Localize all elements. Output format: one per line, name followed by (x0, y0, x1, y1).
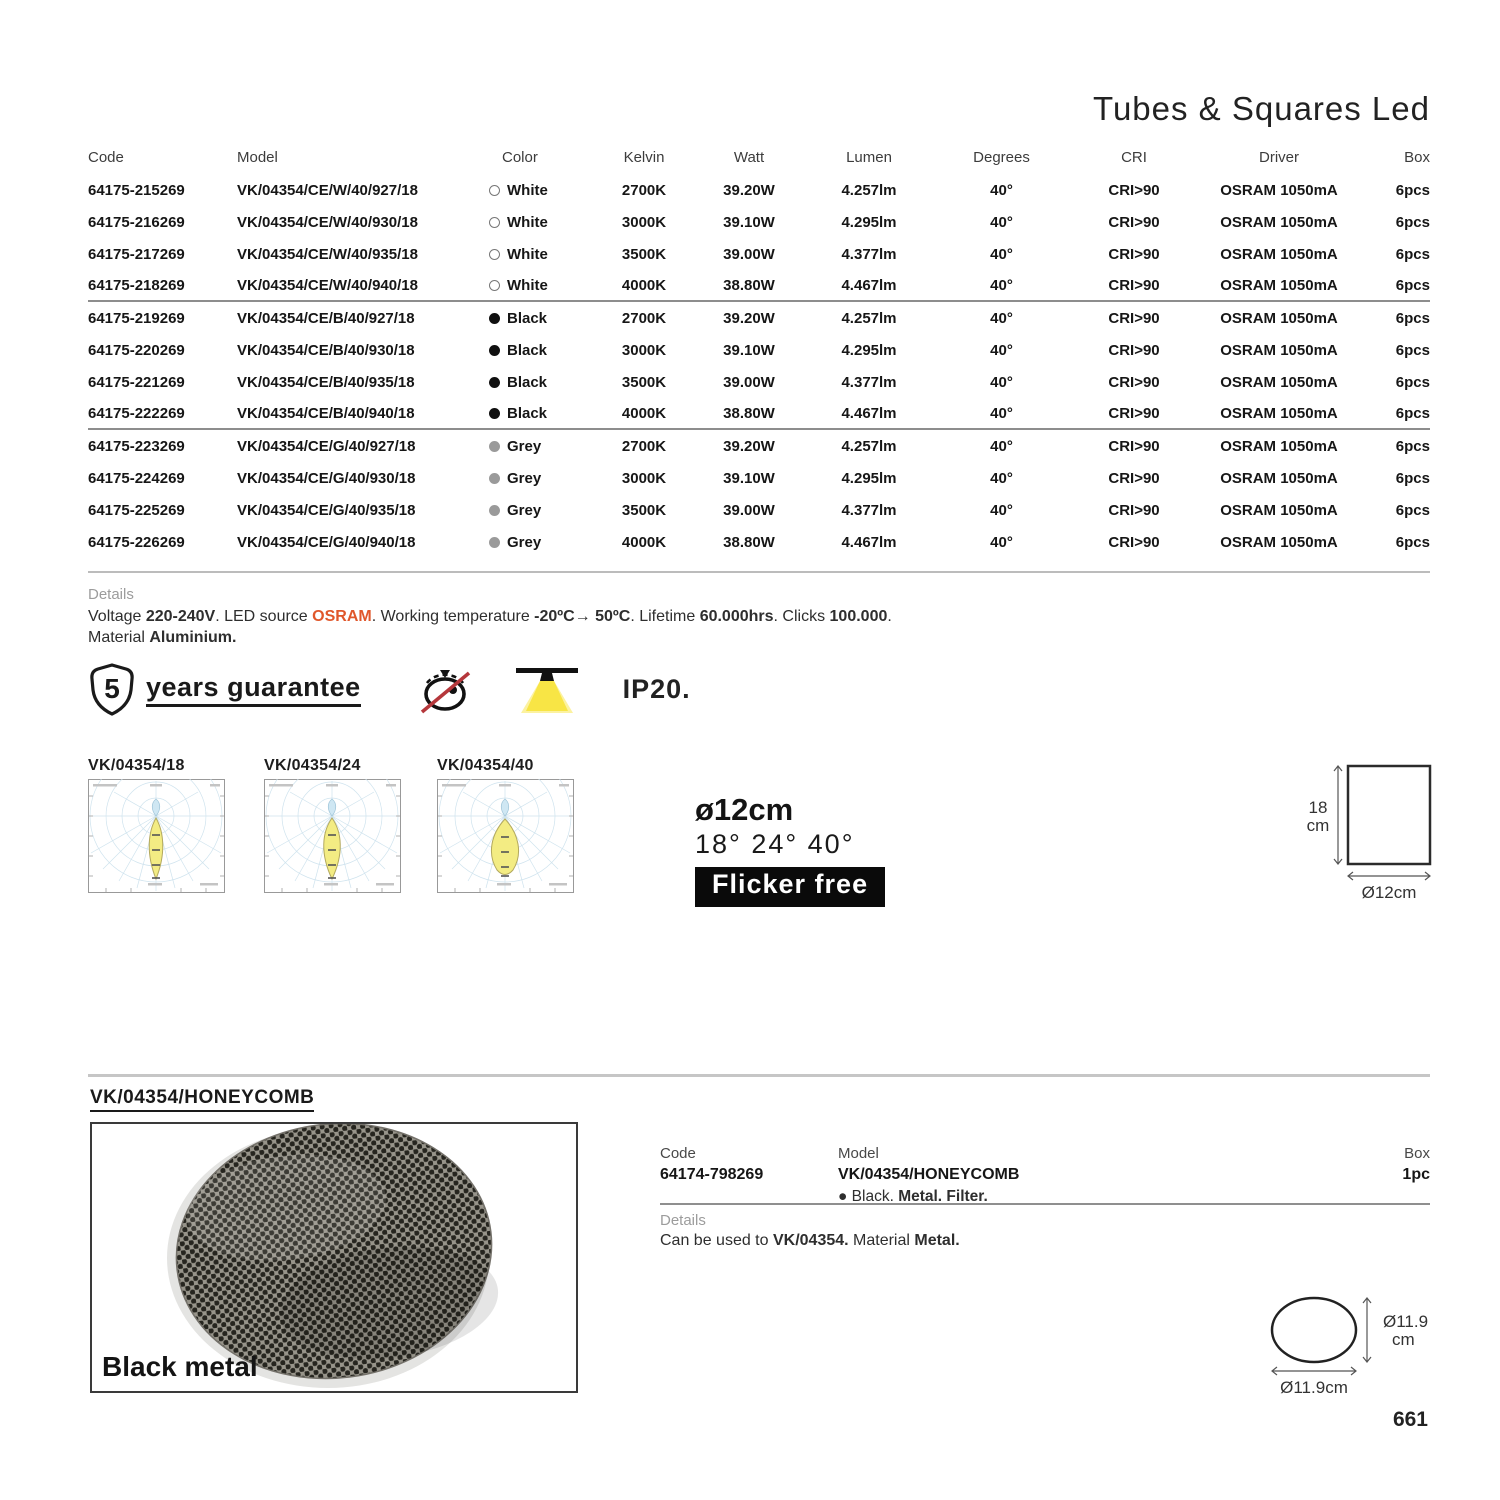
details-section (88, 586, 1430, 648)
guarantee-number: 5 (104, 672, 120, 704)
ceiling-spotlight-icon (515, 662, 579, 716)
diameter-label: ø12cm (695, 792, 794, 827)
cell-degrees: 40° (990, 437, 1013, 455)
cell-lumen: 4.377lm (841, 501, 897, 519)
col-header-degrees: Degrees (973, 148, 1030, 166)
color-label: Grey (507, 437, 542, 455)
cell-model: VK/04354/CE/W/40/927/18 (237, 181, 418, 199)
cell-cri: CRI>90 (1108, 469, 1160, 487)
color-swatch (489, 408, 500, 419)
color-swatch (489, 313, 500, 324)
col-header-watt: Watt (733, 148, 765, 166)
box-value: 1pc (1402, 1166, 1430, 1183)
cell-color (489, 277, 599, 294)
beam-angles-label: 18° 24° 40° (695, 829, 855, 859)
cell-driver: OSRAM 1050mA (1220, 404, 1338, 422)
cell-lumen: 4.377lm (841, 373, 897, 391)
color-label: Grey (507, 501, 542, 519)
cell-color (489, 502, 599, 519)
cell-driver: OSRAM 1050mA (1220, 341, 1338, 359)
color-swatch (489, 345, 500, 356)
cell-degrees: 40° (990, 469, 1013, 487)
color-swatch (489, 280, 500, 291)
cell-box: 6pcs (1395, 501, 1430, 519)
table-row (88, 238, 1430, 270)
cell-cri: CRI>90 (1108, 245, 1160, 263)
cell-box: 6pcs (1395, 181, 1430, 199)
color-label: Black (507, 373, 548, 391)
cell-driver: OSRAM 1050mA (1220, 373, 1338, 391)
cell-degrees: 40° (990, 373, 1013, 391)
col-header-cri: CRI (1121, 148, 1147, 166)
cell-kelvin: 2700K (621, 309, 667, 327)
table-row (88, 302, 1430, 334)
honeycomb-box-column (1402, 1145, 1430, 1184)
cell-model: VK/04354/CE/W/40/930/18 (237, 213, 418, 231)
cell-kelvin: 3500K (621, 373, 667, 391)
table-row (88, 494, 1430, 526)
col-header-driver: Driver (1259, 148, 1299, 166)
cell-cri: CRI>90 (1108, 404, 1160, 422)
circle-side-value-label: Ø11.9 (1383, 1312, 1429, 1331)
cell-color (489, 534, 599, 551)
table-row (88, 206, 1430, 238)
cell-driver: OSRAM 1050mA (1220, 245, 1338, 263)
table-row (88, 270, 1430, 302)
cell-kelvin: 2700K (621, 181, 667, 199)
color-label: Black (507, 404, 548, 422)
section-divider (88, 1074, 1430, 1077)
cell-model: VK/04354/CE/W/40/940/18 (237, 276, 418, 294)
honeycomb-details-heading: Details (660, 1212, 706, 1229)
photometric-figure-18 (88, 757, 225, 893)
cell-watt: 39.20W (723, 309, 775, 327)
flicker-free-badge: Flicker free (695, 867, 885, 907)
photometric-label: VK/04354/18 (88, 757, 185, 774)
width-dimension-label: Ø12cm (1361, 883, 1417, 902)
cell-kelvin: 3000K (621, 341, 667, 359)
cell-watt: 38.80W (723, 533, 775, 551)
cell-watt: 39.00W (723, 245, 775, 263)
color-swatch (489, 537, 500, 548)
color-label: Black (507, 341, 548, 359)
table-row (88, 526, 1430, 558)
cell-color (489, 438, 599, 455)
cell-degrees: 40° (990, 341, 1013, 359)
cell-model: VK/04354/CE/B/40/935/18 (237, 373, 415, 391)
guarantee-label: years guarantee (146, 672, 361, 707)
cell-code: 64175-221269 (88, 373, 185, 391)
table-row (88, 398, 1430, 430)
cell-watt: 39.10W (723, 213, 775, 231)
cell-driver: OSRAM 1050mA (1220, 469, 1338, 487)
color-swatch (489, 505, 500, 516)
cell-driver: OSRAM 1050mA (1220, 437, 1338, 455)
cell-box: 6pcs (1395, 533, 1430, 551)
cell-lumen: 4.467lm (841, 276, 897, 294)
table-row (88, 174, 1430, 206)
cell-box: 6pcs (1395, 373, 1430, 391)
cell-color (489, 182, 599, 199)
cell-code: 64175-223269 (88, 437, 185, 455)
height-value-label: 18 (1308, 798, 1328, 817)
product-specs (695, 792, 885, 907)
cell-code: 64175-220269 (88, 341, 185, 359)
cell-degrees: 40° (990, 533, 1013, 551)
page-title: Tubes & Squares Led (1093, 90, 1430, 127)
cell-code: 64175-217269 (88, 245, 185, 263)
cell-watt: 39.00W (723, 501, 775, 519)
table-body (88, 174, 1430, 573)
cell-code: 64175-219269 (88, 309, 185, 327)
cell-model: VK/04354/CE/B/40/940/18 (237, 404, 415, 422)
polar-diagram-18-icon (88, 779, 225, 893)
color-label: White (507, 276, 548, 294)
color-label: Black (507, 309, 548, 327)
col-header-code: Code (88, 148, 124, 166)
cell-cri: CRI>90 (1108, 533, 1160, 551)
table-row (88, 366, 1430, 398)
cell-color (489, 342, 599, 359)
cell-cri: CRI>90 (1108, 181, 1160, 199)
honeycomb-details-line: Can be used to VK/04354. Material Metal. (660, 1232, 960, 1249)
color-label: White (507, 213, 548, 231)
cell-box: 6pcs (1395, 245, 1430, 263)
col-header-lumen: Lumen (846, 148, 892, 166)
color-swatch (489, 377, 500, 388)
cell-driver: OSRAM 1050mA (1220, 181, 1338, 199)
cell-kelvin: 3000K (621, 213, 667, 231)
cell-cri: CRI>90 (1108, 341, 1160, 359)
photometric-figure-40 (437, 757, 574, 893)
cell-box: 6pcs (1395, 404, 1430, 422)
cell-lumen: 4.467lm (841, 404, 897, 422)
cell-driver: OSRAM 1050mA (1220, 276, 1338, 294)
cell-watt: 39.10W (723, 469, 775, 487)
cell-box: 6pcs (1395, 213, 1430, 231)
cell-code: 64175-218269 (88, 276, 185, 294)
cell-degrees: 40° (990, 245, 1013, 263)
cell-color (489, 470, 599, 487)
cell-color (489, 405, 599, 422)
color-swatch (489, 185, 500, 196)
photometric-figure-24 (264, 757, 401, 893)
cell-lumen: 4.257lm (841, 181, 897, 199)
cell-box: 6pcs (1395, 437, 1430, 455)
photometric-label: VK/04354/40 (437, 757, 534, 774)
cell-degrees: 40° (990, 181, 1013, 199)
details-heading: Details (88, 586, 134, 603)
honeycomb-model-column (838, 1145, 1019, 1206)
color-swatch (489, 217, 500, 228)
cell-degrees: 40° (990, 309, 1013, 327)
cell-watt: 39.20W (723, 437, 775, 455)
polar-diagram-24-icon (264, 779, 401, 893)
cell-color (489, 310, 599, 327)
honeycomb-heading: VK/04354/HONEYCOMB (90, 1087, 314, 1112)
cell-model: VK/04354/CE/W/40/935/18 (237, 245, 418, 263)
cell-code: 64175-216269 (88, 213, 185, 231)
box-label: Box (1404, 1145, 1430, 1162)
model-value: VK/04354/HONEYCOMB (838, 1166, 1020, 1183)
cell-lumen: 4.257lm (841, 309, 897, 327)
cell-code: 64175-226269 (88, 533, 185, 551)
cell-lumen: 4.257lm (841, 437, 897, 455)
cell-cri: CRI>90 (1108, 276, 1160, 294)
cell-cri: CRI>90 (1108, 501, 1160, 519)
cell-lumen: 4.295lm (841, 341, 897, 359)
cell-watt: 39.00W (723, 373, 775, 391)
cell-kelvin: 3500K (621, 245, 667, 263)
cell-model: VK/04354/CE/B/40/927/18 (237, 309, 415, 327)
cell-kelvin: 4000K (621, 276, 667, 294)
col-header-box: Box (1404, 148, 1430, 166)
cell-model: VK/04354/CE/G/40/927/18 (237, 437, 416, 455)
cell-watt: 38.80W (723, 404, 775, 422)
cell-degrees: 40° (990, 404, 1013, 422)
color-swatch (489, 249, 500, 260)
cell-degrees: 40° (990, 276, 1013, 294)
cell-cri: CRI>90 (1108, 373, 1160, 391)
cell-cri: CRI>90 (1108, 213, 1160, 231)
cell-model: VK/04354/CE/G/40/935/18 (237, 501, 416, 519)
cell-kelvin: 4000K (621, 533, 667, 551)
code-value: 64174-798269 (660, 1166, 764, 1183)
cell-model: VK/04354/CE/G/40/940/18 (237, 533, 416, 551)
finish-line: ● Black. Metal. Filter. (838, 1188, 988, 1205)
table-row (88, 430, 1430, 462)
color-label: White (507, 181, 548, 199)
table-row (88, 462, 1430, 494)
cell-code: 64175-222269 (88, 404, 185, 422)
color-swatch (489, 473, 500, 484)
cell-kelvin: 3500K (621, 501, 667, 519)
col-header-model: Model (237, 148, 278, 166)
cell-lumen: 4.295lm (841, 469, 897, 487)
cell-model: VK/04354/CE/B/40/930/18 (237, 341, 415, 359)
honeycomb-code-column (660, 1145, 763, 1184)
cell-code: 64175-225269 (88, 501, 185, 519)
cell-kelvin: 3000K (621, 469, 667, 487)
cell-driver: OSRAM 1050mA (1220, 533, 1338, 551)
page-number: 661 (1392, 1408, 1428, 1431)
cell-box: 6pcs (1395, 341, 1430, 359)
table-header-row (88, 146, 1430, 168)
details-line-2: Material Aluminium. (88, 629, 237, 646)
cell-driver: OSRAM 1050mA (1220, 309, 1338, 327)
cell-color (489, 214, 599, 231)
color-label: Grey (507, 469, 542, 487)
color-swatch (489, 441, 500, 452)
color-label: White (507, 245, 548, 263)
cell-lumen: 4.295lm (841, 213, 897, 231)
product-table (88, 146, 1430, 573)
feature-icons-row (88, 660, 691, 718)
cell-model: VK/04354/CE/G/40/930/18 (237, 469, 416, 487)
honeycomb-details (660, 1145, 1430, 1265)
cell-driver: OSRAM 1050mA (1220, 213, 1338, 231)
shield-5-years-icon (88, 662, 136, 717)
cell-box: 6pcs (1395, 276, 1430, 294)
cell-lumen: 4.467lm (841, 533, 897, 551)
color-label: Grey (507, 533, 542, 551)
table-row (88, 334, 1430, 366)
circle-bottom-label: Ø11.9cm (1280, 1378, 1348, 1397)
polar-diagram-40-icon (437, 779, 574, 893)
ip-rating-label: IP20. (622, 673, 691, 704)
cell-cri: CRI>90 (1108, 437, 1160, 455)
cell-cri: CRI>90 (1108, 309, 1160, 327)
col-header-color: Color (502, 148, 538, 166)
cell-watt: 39.20W (723, 181, 775, 199)
photometric-label: VK/04354/24 (264, 757, 361, 774)
details-line-1: Voltage 220-240V. LED source OSRAM. Working temperature -20ºC→ 50ºC. Lifetime 60.000hrs. Clicks 100.000. (88, 608, 892, 625)
col-header-kelvin: Kelvin (623, 148, 665, 166)
cell-box: 6pcs (1395, 309, 1430, 327)
code-label: Code (660, 1145, 696, 1162)
cell-code: 64175-224269 (88, 469, 185, 487)
cell-kelvin: 4000K (621, 404, 667, 422)
not-dimmable-icon (417, 660, 475, 718)
cell-code: 64175-215269 (88, 181, 185, 199)
circle-dimension-diagram (1240, 1283, 1490, 1401)
cell-watt: 39.10W (723, 341, 775, 359)
cell-color (489, 246, 599, 263)
honeycomb-caption: Black metal (102, 1351, 258, 1382)
cell-kelvin: 2700K (621, 437, 667, 455)
circle-side-unit-label: cm (1392, 1330, 1415, 1349)
honeycomb-image-box (90, 1122, 578, 1393)
square-dimension-diagram (1290, 756, 1440, 906)
cell-degrees: 40° (990, 501, 1013, 519)
cell-color (489, 374, 599, 391)
height-unit-label: cm (1306, 816, 1330, 835)
cell-degrees: 40° (990, 213, 1013, 231)
cell-lumen: 4.377lm (841, 245, 897, 263)
cell-box: 6pcs (1395, 469, 1430, 487)
model-label: Model (838, 1145, 879, 1162)
cell-driver: OSRAM 1050mA (1220, 501, 1338, 519)
cell-watt: 38.80W (723, 276, 775, 294)
honeycomb-divider (660, 1203, 1430, 1205)
